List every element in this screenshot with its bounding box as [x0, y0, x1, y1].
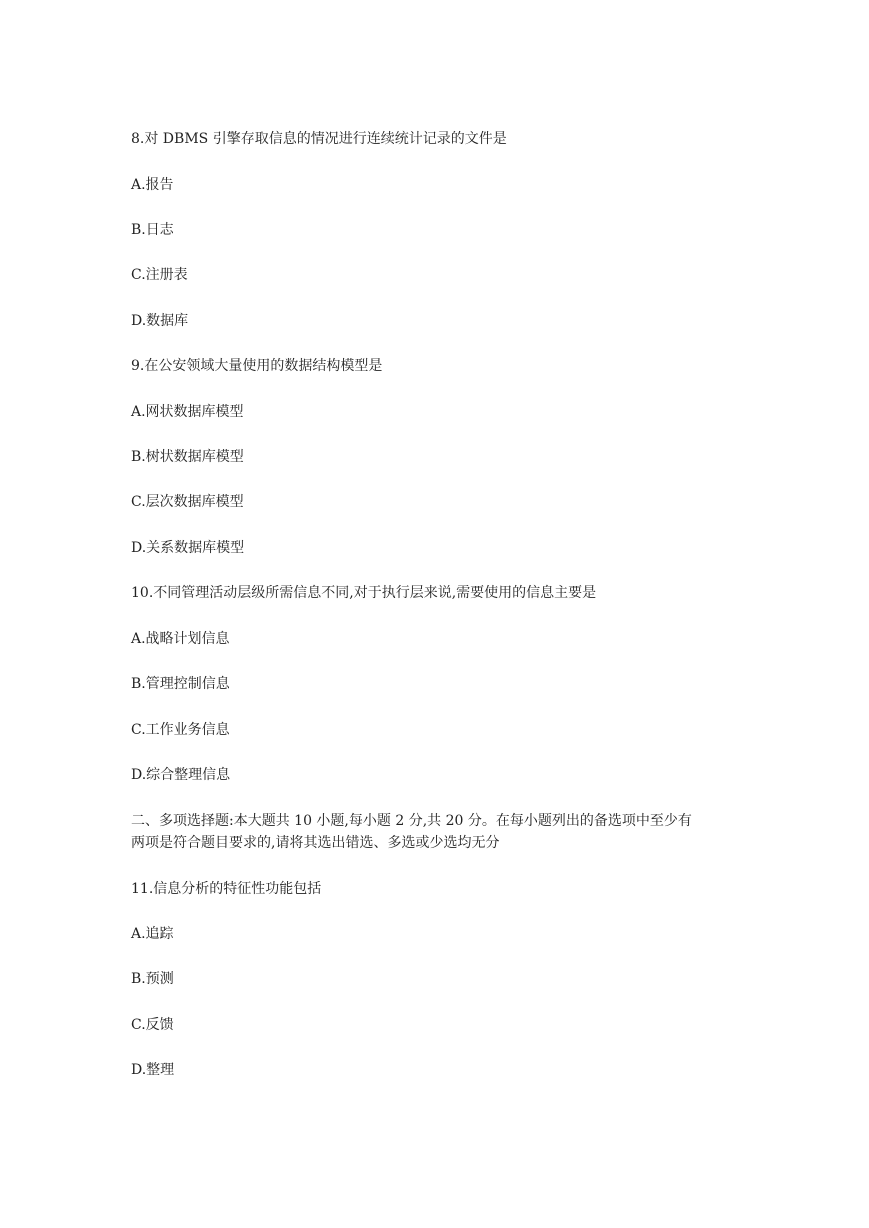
section-2-heading-line-2: 两项是符合题目要求的,请将其选出错选、多选或少选均无分 — [131, 835, 500, 851]
question-8-option-b: B.日志 — [131, 222, 174, 238]
question-9-stem: 9.在公安领域大量使用的数据结构模型是 — [131, 358, 383, 374]
question-10-option-d: D.综合整理信息 — [131, 767, 231, 783]
question-8-option-d: D.数据库 — [131, 313, 189, 329]
question-9-option-b: B.树状数据库模型 — [131, 449, 244, 465]
question-8-option-c: C.注册表 — [131, 267, 188, 283]
section-2-heading-line-1: 二、多项选择题:本大题共 10 小题,每小题 2 分,共 20 分。在每小题列出的备选项中至少有 — [131, 813, 692, 829]
question-10-option-b: B.管理控制信息 — [131, 676, 230, 692]
question-10-option-a: A.战略计划信息 — [131, 631, 230, 647]
question-9-option-d: D.关系数据库模型 — [131, 540, 245, 556]
question-8-option-a: A.报告 — [131, 177, 174, 193]
question-11-option-b: B.预测 — [131, 971, 174, 987]
question-11-option-a: A.追踪 — [131, 926, 174, 942]
question-11-stem: 11.信息分析的特征性功能包括 — [131, 881, 322, 897]
question-9-option-a: A.网状数据库模型 — [131, 404, 244, 420]
question-10-stem: 10.不同管理活动层级所需信息不同,对于执行层来说,需要使用的信息主要是 — [131, 585, 597, 601]
question-8-stem: 8.对 DBMS 引擎存取信息的情况进行连续统计记录的文件是 — [131, 131, 507, 147]
question-11-option-c: C.反馈 — [131, 1017, 174, 1033]
question-11-option-d: D.整理 — [131, 1062, 175, 1078]
question-9-option-c: C.层次数据库模型 — [131, 494, 244, 510]
question-10-option-c: C.工作业务信息 — [131, 722, 230, 738]
